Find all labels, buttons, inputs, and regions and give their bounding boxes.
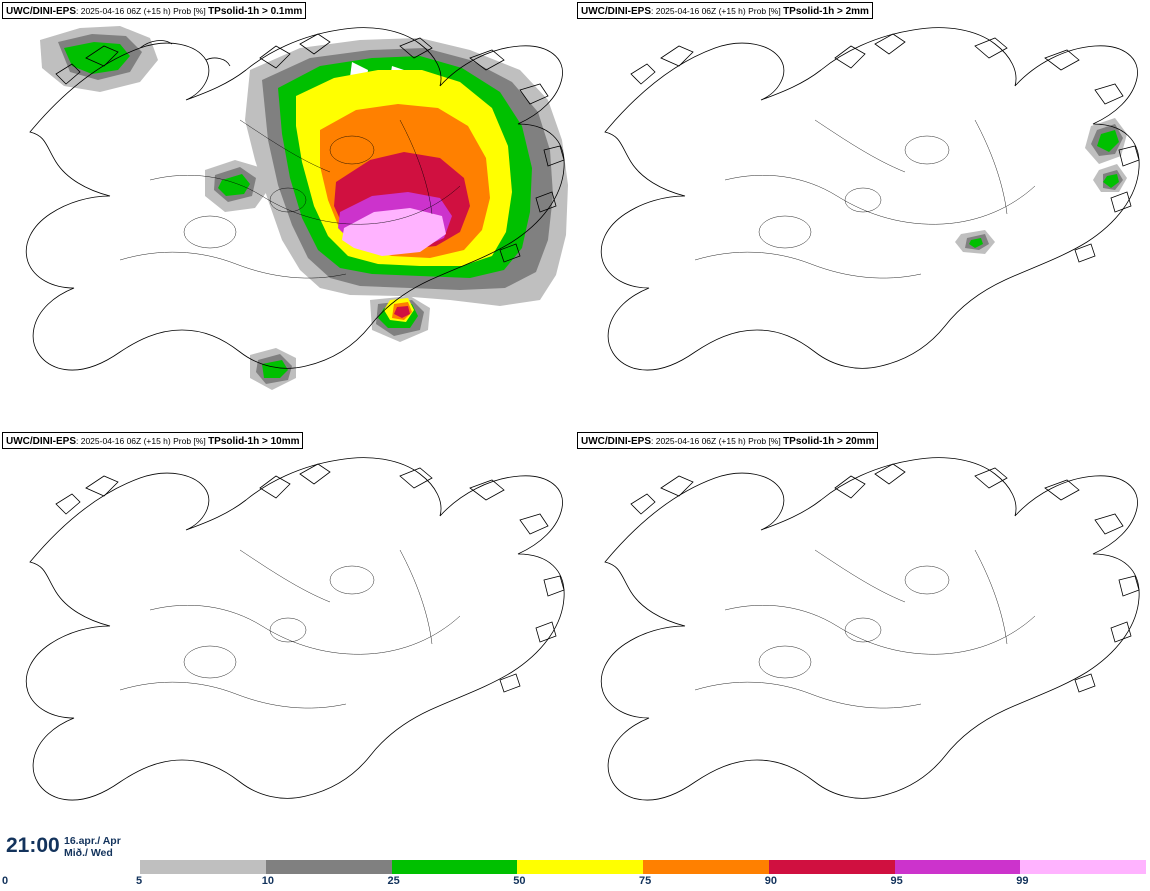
panel-title-2 — [577, 2, 873, 19]
valid-date — [64, 835, 121, 859]
probability-shading-1 — [40, 26, 568, 390]
valid-time: 21:00 — [6, 834, 60, 857]
colorbar-band-75-90 — [643, 860, 769, 874]
panel-model-4: UWC/DINI-EPS — [581, 436, 651, 447]
interior-features-3 — [120, 550, 460, 708]
colorbar-band-25-50 — [392, 860, 518, 874]
map-canvas-4[interactable] — [575, 430, 1150, 860]
map-panel-4[interactable] — [575, 430, 1150, 860]
colorbar-tick-10: 10 — [261, 875, 274, 887]
map-canvas-1[interactable] — [0, 0, 575, 430]
panel-title-1 — [2, 2, 306, 19]
panel-param-4: TPsolid-1h > 20mm — [783, 436, 875, 447]
panel-meta-2: : 2025-04-16 06Z (+15 h) Prob [%] — [651, 6, 784, 16]
iceland-map-1 — [0, 0, 575, 430]
colorbar-tick-5: 5 — [136, 875, 143, 887]
map-panel-1[interactable] — [0, 0, 575, 430]
panel-meta-3: : 2025-04-16 06Z (+15 h) Prob [%] — [76, 436, 209, 446]
colorbar-tick-labels — [0, 875, 1150, 889]
panel-meta-1: : 2025-04-16 06Z (+15 h) Prob [%] — [76, 6, 209, 16]
map-panel-2[interactable] — [575, 0, 1150, 430]
colorbar-tick-90: 90 — [764, 875, 777, 887]
coastline-4 — [601, 458, 1139, 800]
interior-features-2 — [695, 120, 1035, 278]
probability-shading-2 — [955, 118, 1127, 254]
colorbar-band-99-100 — [1020, 860, 1146, 874]
probability-colorbar — [140, 860, 1146, 874]
colorbar-tick-25: 25 — [387, 875, 400, 887]
map-panel-3[interactable] — [0, 430, 575, 860]
map-canvas-2[interactable] — [575, 0, 1150, 430]
footer — [0, 820, 1150, 891]
colorbar-tick-95: 95 — [890, 875, 903, 887]
panel-model-1: UWC/DINI-EPS — [6, 6, 76, 17]
interior-features-4 — [695, 550, 1035, 708]
iceland-map-2 — [575, 0, 1150, 430]
colorbar-band-5-10 — [140, 860, 266, 874]
panel-model-2: UWC/DINI-EPS — [581, 6, 651, 17]
colorbar-tick-0: 0 — [2, 875, 9, 887]
panel-meta-4: : 2025-04-16 06Z (+15 h) Prob [%] — [651, 436, 784, 446]
iceland-map-3 — [0, 430, 575, 860]
panel-title-3 — [2, 432, 303, 449]
valid-date-line2: Mið./ Wed — [64, 847, 113, 859]
colorbar-band-90-95 — [769, 860, 895, 874]
colorbar-tick-99: 99 — [1016, 875, 1029, 887]
panel-param-3: TPsolid-1h > 10mm — [208, 436, 300, 447]
coastline-2 — [601, 28, 1139, 370]
panel-model-3: UWC/DINI-EPS — [6, 436, 76, 447]
colorbar-band-10-25 — [266, 860, 392, 874]
map-canvas-3[interactable] — [0, 430, 575, 860]
panel-title-4 — [577, 432, 878, 449]
iceland-map-4 — [575, 430, 1150, 860]
coastline-3 — [26, 458, 564, 800]
colorbar-tick-75: 75 — [639, 875, 652, 887]
colorbar-band-95-99 — [895, 860, 1021, 874]
valid-time-box — [0, 828, 140, 868]
panel-param-1: TPsolid-1h > 0.1mm — [208, 6, 303, 17]
valid-date-line1: 16.apr./ Apr — [64, 835, 121, 847]
panel-param-2: TPsolid-1h > 2mm — [783, 6, 869, 17]
colorbar-tick-50: 50 — [513, 875, 526, 887]
colorbar-band-50-75 — [517, 860, 643, 874]
